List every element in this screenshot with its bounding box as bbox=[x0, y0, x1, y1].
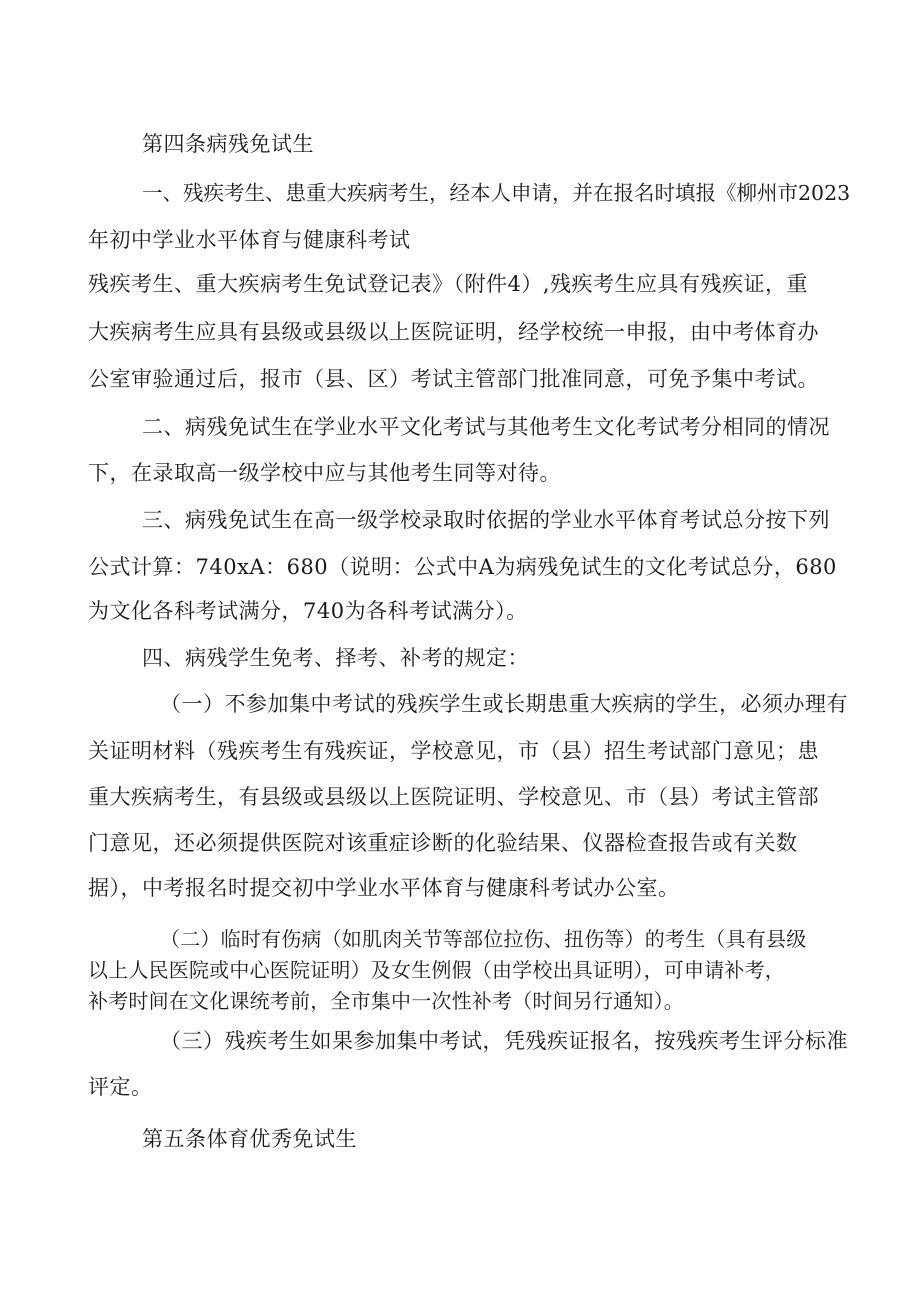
article4-heading: 第四条病残免试生 bbox=[142, 132, 314, 156]
sub1-line-1: （一）不参加集中考试的残疾学生或长期患重大疾病的学生，必须办理有 bbox=[160, 692, 848, 716]
item2-line-2: 下，在录取高一级学校中应与其他考生同等对待。 bbox=[88, 461, 561, 485]
sub2-line-1: （二）临时有伤病（如肌肉关节等部位拉伤、扭伤等）的考生（具有县级 bbox=[160, 927, 807, 951]
article5-heading: 第五条体育优秀免试生 bbox=[142, 1127, 357, 1151]
sub1-line-5: 据），中考报名时提交初中学业水平体育与健康科考试办公室。 bbox=[88, 876, 680, 900]
sub2-line-3: 补考时间在文化课统考前，全市集中一次性补考（时间另行通知）。 bbox=[88, 989, 684, 1013]
item1-line-4: 大疾病考生应具有县级或县级以上医院证明，经学校统一申报，由中考体育办 bbox=[88, 320, 819, 344]
sub1-line-3: 重大疾病考生，有县级或县级以上医院证明、学校意见、市（县）考试主管部 bbox=[88, 785, 819, 809]
item3-line-3: 为文化各科考试满分，740为各科考试满分）。 bbox=[88, 599, 528, 623]
item1-line-5: 公室审验通过后，报市（县、区）考试主管部门批准同意，可免予集中考试。 bbox=[88, 367, 819, 391]
item1-line-2: 年初中学业水平体育与健康科考试 bbox=[88, 228, 411, 252]
item3-line-1: 三、病残免试生在高一级学校录取时依据的学业水平体育考试总分按下列 bbox=[142, 508, 830, 532]
item1-line-3: 残疾考生、重大疾病考生免试登记表》（附件4）,残疾考生应具有残疾证，重 bbox=[88, 272, 809, 296]
sub1-line-2: 关证明材料（残疾考生有残疾证，学校意见，市（县）招生考试部门意见；患 bbox=[88, 739, 819, 763]
item4-heading: 四、病残学生免考、择考、补考的规定： bbox=[142, 646, 529, 670]
item3-line-2: 公式计算：740xA：680（说明：公式中A为病残免试生的文化考试总分，680 bbox=[88, 555, 837, 579]
item1-line-1: 一、残疾考生、患重大疾病考生，经本人申请，并在报名时填报《柳州市2023 bbox=[142, 181, 851, 205]
item2-line-1: 二、病残免试生在学业水平文化考试与其他考生文化考试考分相同的情况 bbox=[142, 415, 830, 439]
sub3-line-1: （三）残疾考生如果参加集中考试，凭残疾证报名，按残疾考生评分标准 bbox=[160, 1029, 848, 1053]
sub1-line-4: 门意见，还必须提供医院对该重症诊断的化验结果、仪器检查报告或有关数 bbox=[88, 831, 798, 855]
sub3-line-2: 评定。 bbox=[88, 1075, 153, 1099]
sub2-line-2: 以上人民医院或中心医院证明）及女生例假（由学校出具证明），可申请补考， bbox=[88, 958, 785, 982]
